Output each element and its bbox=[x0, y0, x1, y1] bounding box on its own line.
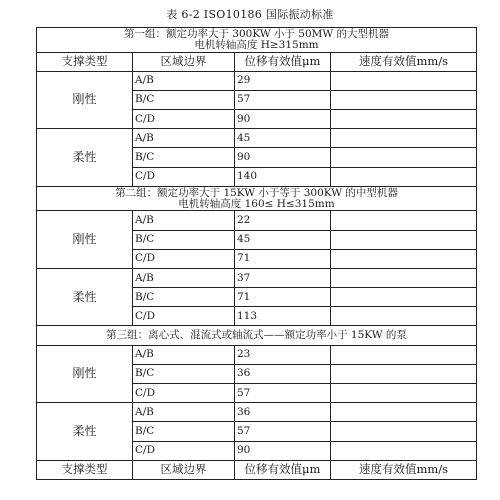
group-title bbox=[37, 326, 477, 345]
support-type: 柔性 bbox=[37, 129, 133, 187]
velocity-value bbox=[331, 268, 477, 287]
velocity-value bbox=[331, 288, 477, 307]
zone-boundary: C/D bbox=[133, 441, 235, 460]
table-row bbox=[37, 403, 477, 422]
table-row bbox=[37, 268, 477, 287]
velocity-value bbox=[331, 384, 477, 403]
header-row bbox=[37, 52, 477, 71]
velocity-value bbox=[331, 110, 477, 129]
zone-boundary: A/B bbox=[133, 268, 235, 287]
support-type: 刚性 bbox=[37, 345, 133, 403]
velocity-value bbox=[331, 441, 477, 460]
zone-boundary: B/C bbox=[133, 148, 235, 167]
displacement-value: 45 bbox=[235, 230, 331, 249]
zone-boundary: B/C bbox=[133, 90, 235, 109]
group-title-line1: 第三组：离心式、混流式或轴流式——额定功率小于 15KW 的泵 bbox=[106, 329, 407, 342]
displacement-value: 90 bbox=[235, 148, 331, 167]
header-support-type: 支撑类型 bbox=[37, 52, 133, 71]
velocity-value bbox=[331, 148, 477, 167]
displacement-value: 36 bbox=[235, 403, 331, 422]
group-title bbox=[37, 28, 477, 53]
zone-boundary: C/D bbox=[133, 307, 235, 326]
velocity-value bbox=[331, 230, 477, 249]
velocity-value bbox=[331, 307, 477, 326]
zone-boundary: C/D bbox=[133, 110, 235, 129]
table-row bbox=[37, 211, 477, 230]
displacement-value: 71 bbox=[235, 288, 331, 307]
group-title-line2: 电机转轴高度 H≥315mm bbox=[194, 38, 319, 51]
displacement-value: 37 bbox=[235, 268, 331, 287]
header-zone-boundary: 区域边界 bbox=[133, 460, 235, 479]
table-caption: 表 6-2 ISO10186 国际振动标准 bbox=[166, 8, 334, 21]
zone-boundary: A/B bbox=[133, 71, 235, 90]
displacement-value: 36 bbox=[235, 364, 331, 383]
displacement-value: 140 bbox=[235, 167, 331, 186]
zone-boundary: B/C bbox=[133, 288, 235, 307]
header-zone-boundary: 区域边界 bbox=[133, 52, 235, 71]
velocity-value bbox=[331, 422, 477, 441]
velocity-value bbox=[331, 345, 477, 364]
displacement-value: 90 bbox=[235, 441, 331, 460]
velocity-value bbox=[331, 71, 477, 90]
group-title-row bbox=[37, 326, 477, 345]
displacement-value: 57 bbox=[235, 384, 331, 403]
zone-boundary: B/C bbox=[133, 364, 235, 383]
header-support-type: 支撑类型 bbox=[37, 460, 133, 479]
displacement-value: 29 bbox=[235, 71, 331, 90]
support-type: 柔性 bbox=[37, 403, 133, 461]
zone-boundary: A/B bbox=[133, 211, 235, 230]
header-displacement: 位移有效值μm bbox=[235, 52, 331, 71]
displacement-value: 45 bbox=[235, 129, 331, 148]
zone-boundary: A/B bbox=[133, 345, 235, 364]
displacement-value: 90 bbox=[235, 110, 331, 129]
velocity-value bbox=[331, 211, 477, 230]
zone-boundary: C/D bbox=[133, 167, 235, 186]
zone-boundary: C/D bbox=[133, 384, 235, 403]
group-title-line1: 第二组：额定功率大于 15KW 小于等于 300KW 的中型机器 bbox=[115, 186, 398, 199]
table-row bbox=[37, 71, 477, 90]
velocity-value bbox=[331, 364, 477, 383]
header-velocity: 速度有效值mm/s bbox=[331, 52, 477, 71]
velocity-value bbox=[331, 167, 477, 186]
zone-boundary: C/D bbox=[133, 249, 235, 268]
displacement-value: 57 bbox=[235, 90, 331, 109]
header-row bbox=[37, 460, 477, 479]
zone-boundary: B/C bbox=[133, 230, 235, 249]
support-type: 柔性 bbox=[37, 268, 133, 326]
displacement-value: 71 bbox=[235, 249, 331, 268]
displacement-value: 23 bbox=[235, 345, 331, 364]
group-title-line1: 第一组：额定功率大于 300KW 小于 50MW 的大型机器 bbox=[123, 27, 390, 40]
support-type: 刚性 bbox=[37, 71, 133, 129]
displacement-value: 113 bbox=[235, 307, 331, 326]
velocity-value bbox=[331, 90, 477, 109]
group-title-row bbox=[37, 186, 477, 211]
zone-boundary: A/B bbox=[133, 129, 235, 148]
velocity-value bbox=[331, 403, 477, 422]
header-displacement: 位移有效值μm bbox=[235, 460, 331, 479]
iso-vibration-table bbox=[36, 27, 477, 480]
zone-boundary: A/B bbox=[133, 403, 235, 422]
table-row bbox=[37, 345, 477, 364]
displacement-value: 22 bbox=[235, 211, 331, 230]
group-title bbox=[37, 186, 477, 211]
displacement-value: 57 bbox=[235, 422, 331, 441]
velocity-value bbox=[331, 129, 477, 148]
velocity-value bbox=[331, 249, 477, 268]
support-type: 刚性 bbox=[37, 211, 133, 269]
zone-boundary: B/C bbox=[133, 422, 235, 441]
group-title-line2: 电机转轴高度 160≤ H≤315mm bbox=[178, 197, 335, 210]
group-title-row bbox=[37, 28, 477, 53]
header-velocity: 速度有效值mm/s bbox=[331, 460, 477, 479]
table-row bbox=[37, 129, 477, 148]
